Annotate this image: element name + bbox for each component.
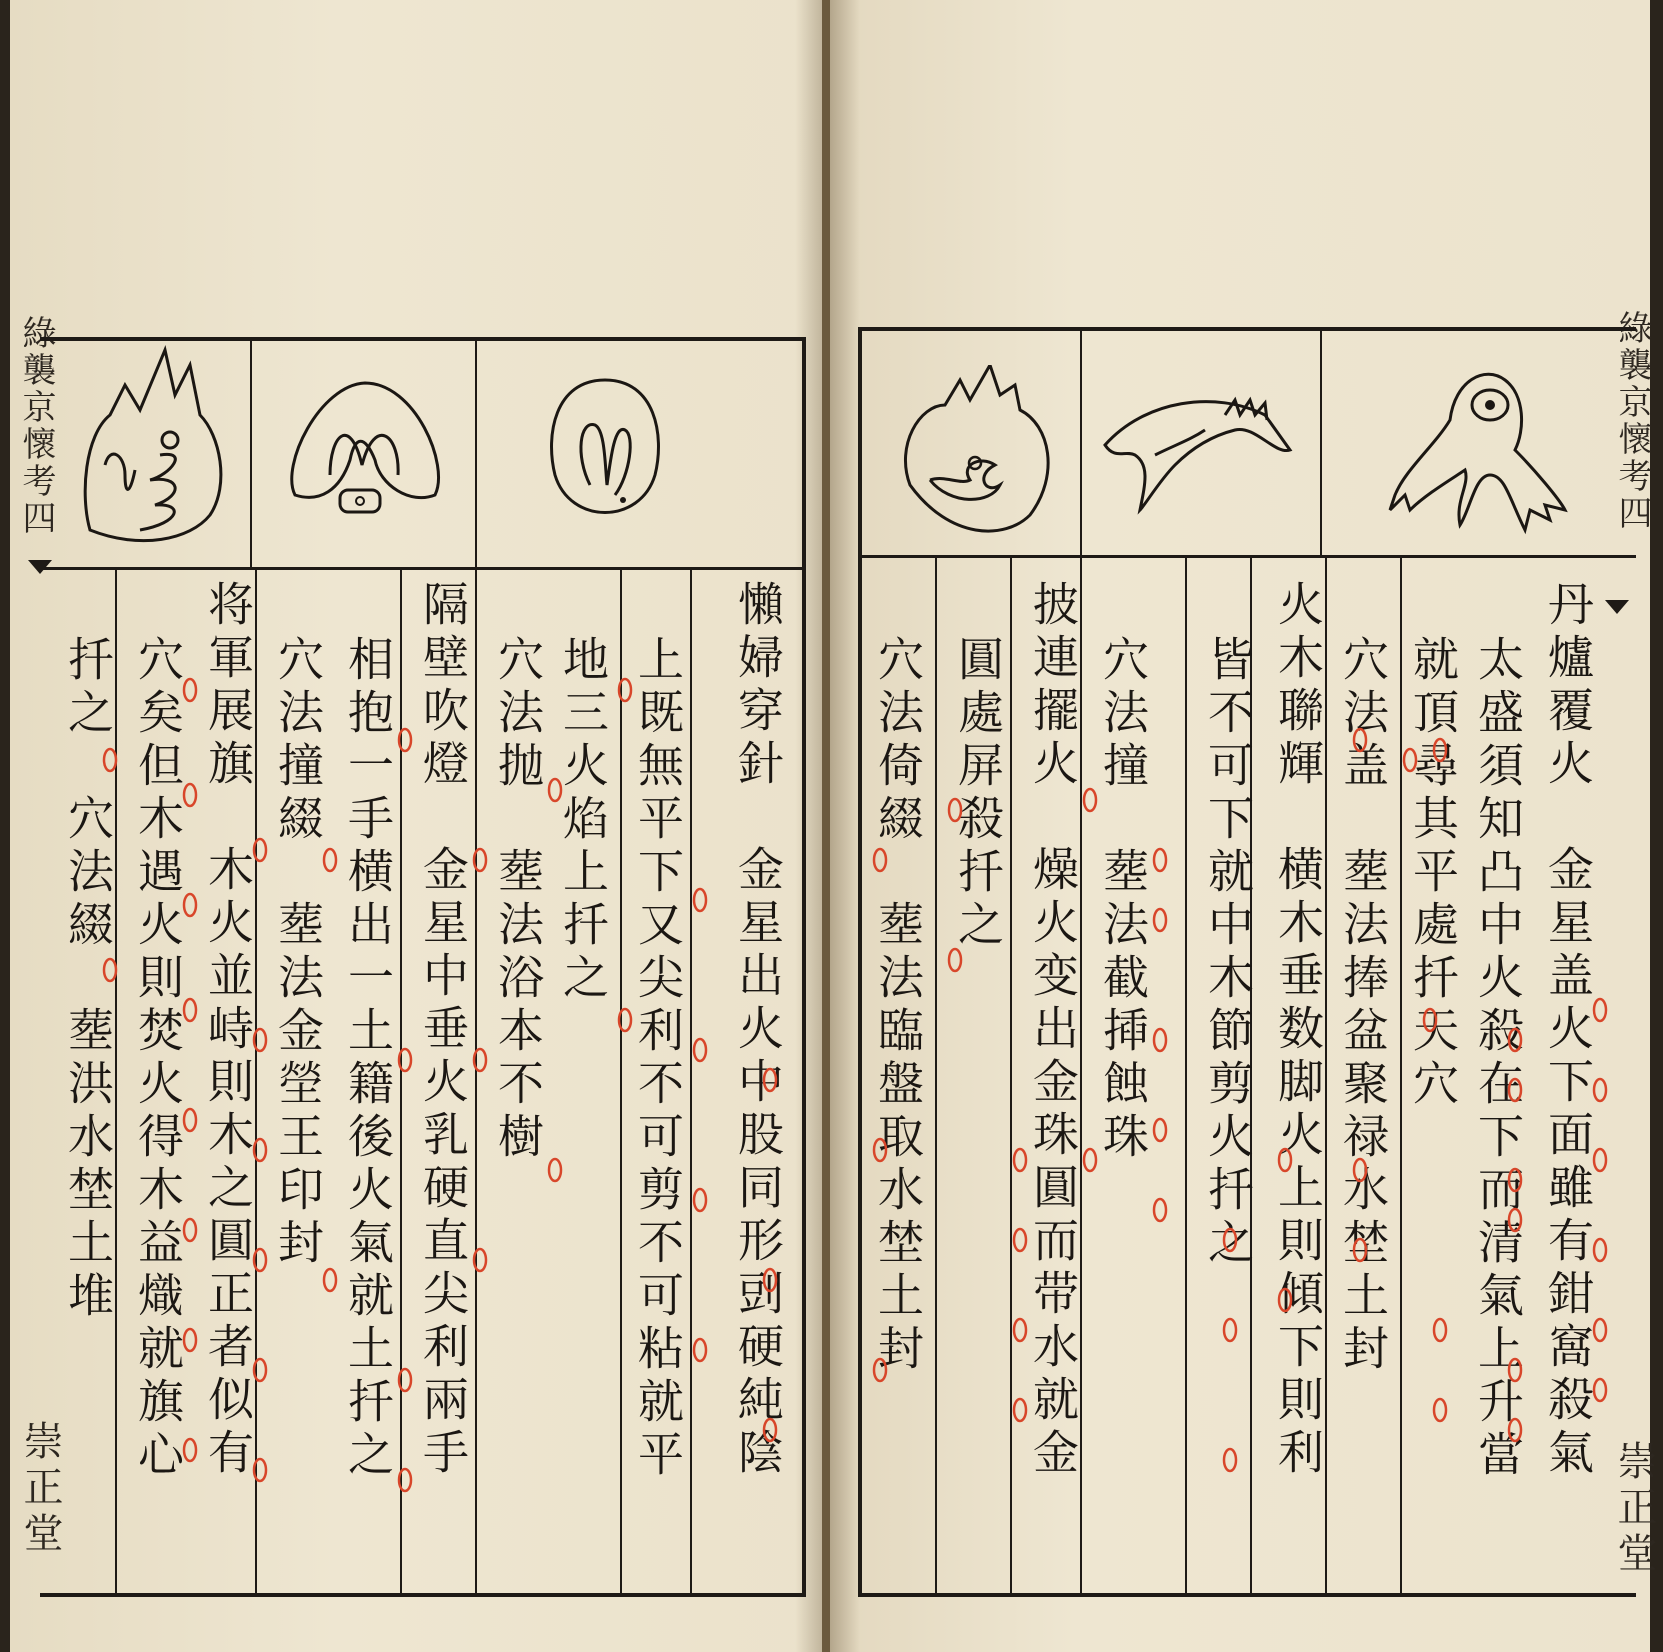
column-rule xyxy=(400,567,402,1597)
text-column: 懶婦穿針 金星出火中股同形剅硬純陰 xyxy=(731,580,785,1481)
text-column: 圓處屏殺扦之 xyxy=(951,635,1005,953)
text-column: 披連擺火 燥火变出金珠圓而带水就金 xyxy=(1026,580,1080,1481)
eye-mound-figure xyxy=(1375,360,1575,535)
text-column: 火木聯輝 横木垂数脚火上則傾下則利 xyxy=(1271,580,1325,1481)
text-column: 穴法撞 塟法截揷蝕珠 xyxy=(1096,635,1150,1165)
text-column: 皆不可下就中木節剪火扦之 xyxy=(1201,635,1255,1271)
flame-figure-1 xyxy=(70,345,240,555)
bird-figure xyxy=(1095,385,1305,525)
mound-figure-3 xyxy=(545,375,665,535)
column-rule xyxy=(1400,555,1402,1595)
text-column: 隔壁吹燈 金星中垂火乳硬直尖利兩手 xyxy=(416,580,470,1481)
text-column: 上既無平下又尖利不可剪不可粘就平 xyxy=(631,635,685,1483)
left-publisher-name: 崇正堂 xyxy=(17,1420,63,1558)
text-column: 穴法盖 塟法捧盆聚禄水埜土封 xyxy=(1336,635,1390,1377)
text-column: 穴法倚綴 塟法臨盤取水埜土封 xyxy=(871,635,925,1377)
column-rule xyxy=(1010,555,1012,1595)
figure-separator xyxy=(1080,330,1082,558)
left-margin-title: 綠襲京懷考四 xyxy=(16,315,56,537)
text-column: 穴矣但木遇火則焚火得木益熾就旗心 xyxy=(131,635,185,1483)
figure-separator xyxy=(1320,330,1322,558)
figure-separator xyxy=(250,340,252,570)
figure-separator xyxy=(475,340,477,570)
column-rule xyxy=(690,567,692,1597)
figure-divider xyxy=(858,555,1636,558)
left-page xyxy=(10,0,825,1652)
column-rule xyxy=(935,555,937,1595)
flame-figure-2 xyxy=(890,365,1060,545)
right-margin-title: 綠襲京懷考四 xyxy=(1612,310,1652,532)
text-column: 太盛須知凸中火殺在下而清氣上升當 xyxy=(1471,635,1525,1483)
column-rule xyxy=(1185,555,1187,1595)
text-column: 丹爐覆火 金星盖火下面雖有鉗窩殺氣 xyxy=(1541,580,1595,1481)
text-column: 就頂尋其平處扦天穴 xyxy=(1406,635,1460,1112)
right-publisher-name: 崇正堂 xyxy=(1611,1440,1657,1578)
gutter-shadow xyxy=(830,0,860,1652)
column-rule xyxy=(475,567,477,1597)
right-page xyxy=(830,0,1657,1652)
text-column: 穴法撞綴 塟法金塋王印封 xyxy=(271,635,325,1271)
text-column: 扦之 穴法綴 塟洪水埜土堆 xyxy=(61,635,115,1324)
text-column: 地三火焰上扦之 xyxy=(556,635,610,1006)
column-rule xyxy=(620,567,622,1597)
mound-figure-2 xyxy=(280,375,450,525)
text-column: 相抱一手横出一土籍後火氣就土扦之 xyxy=(341,635,395,1483)
text-column: 穴法抛 塟法浴本不樹 xyxy=(491,635,545,1165)
text-column: 将軍展旗 木火並峙則木之圓正者似有 xyxy=(201,580,255,1481)
